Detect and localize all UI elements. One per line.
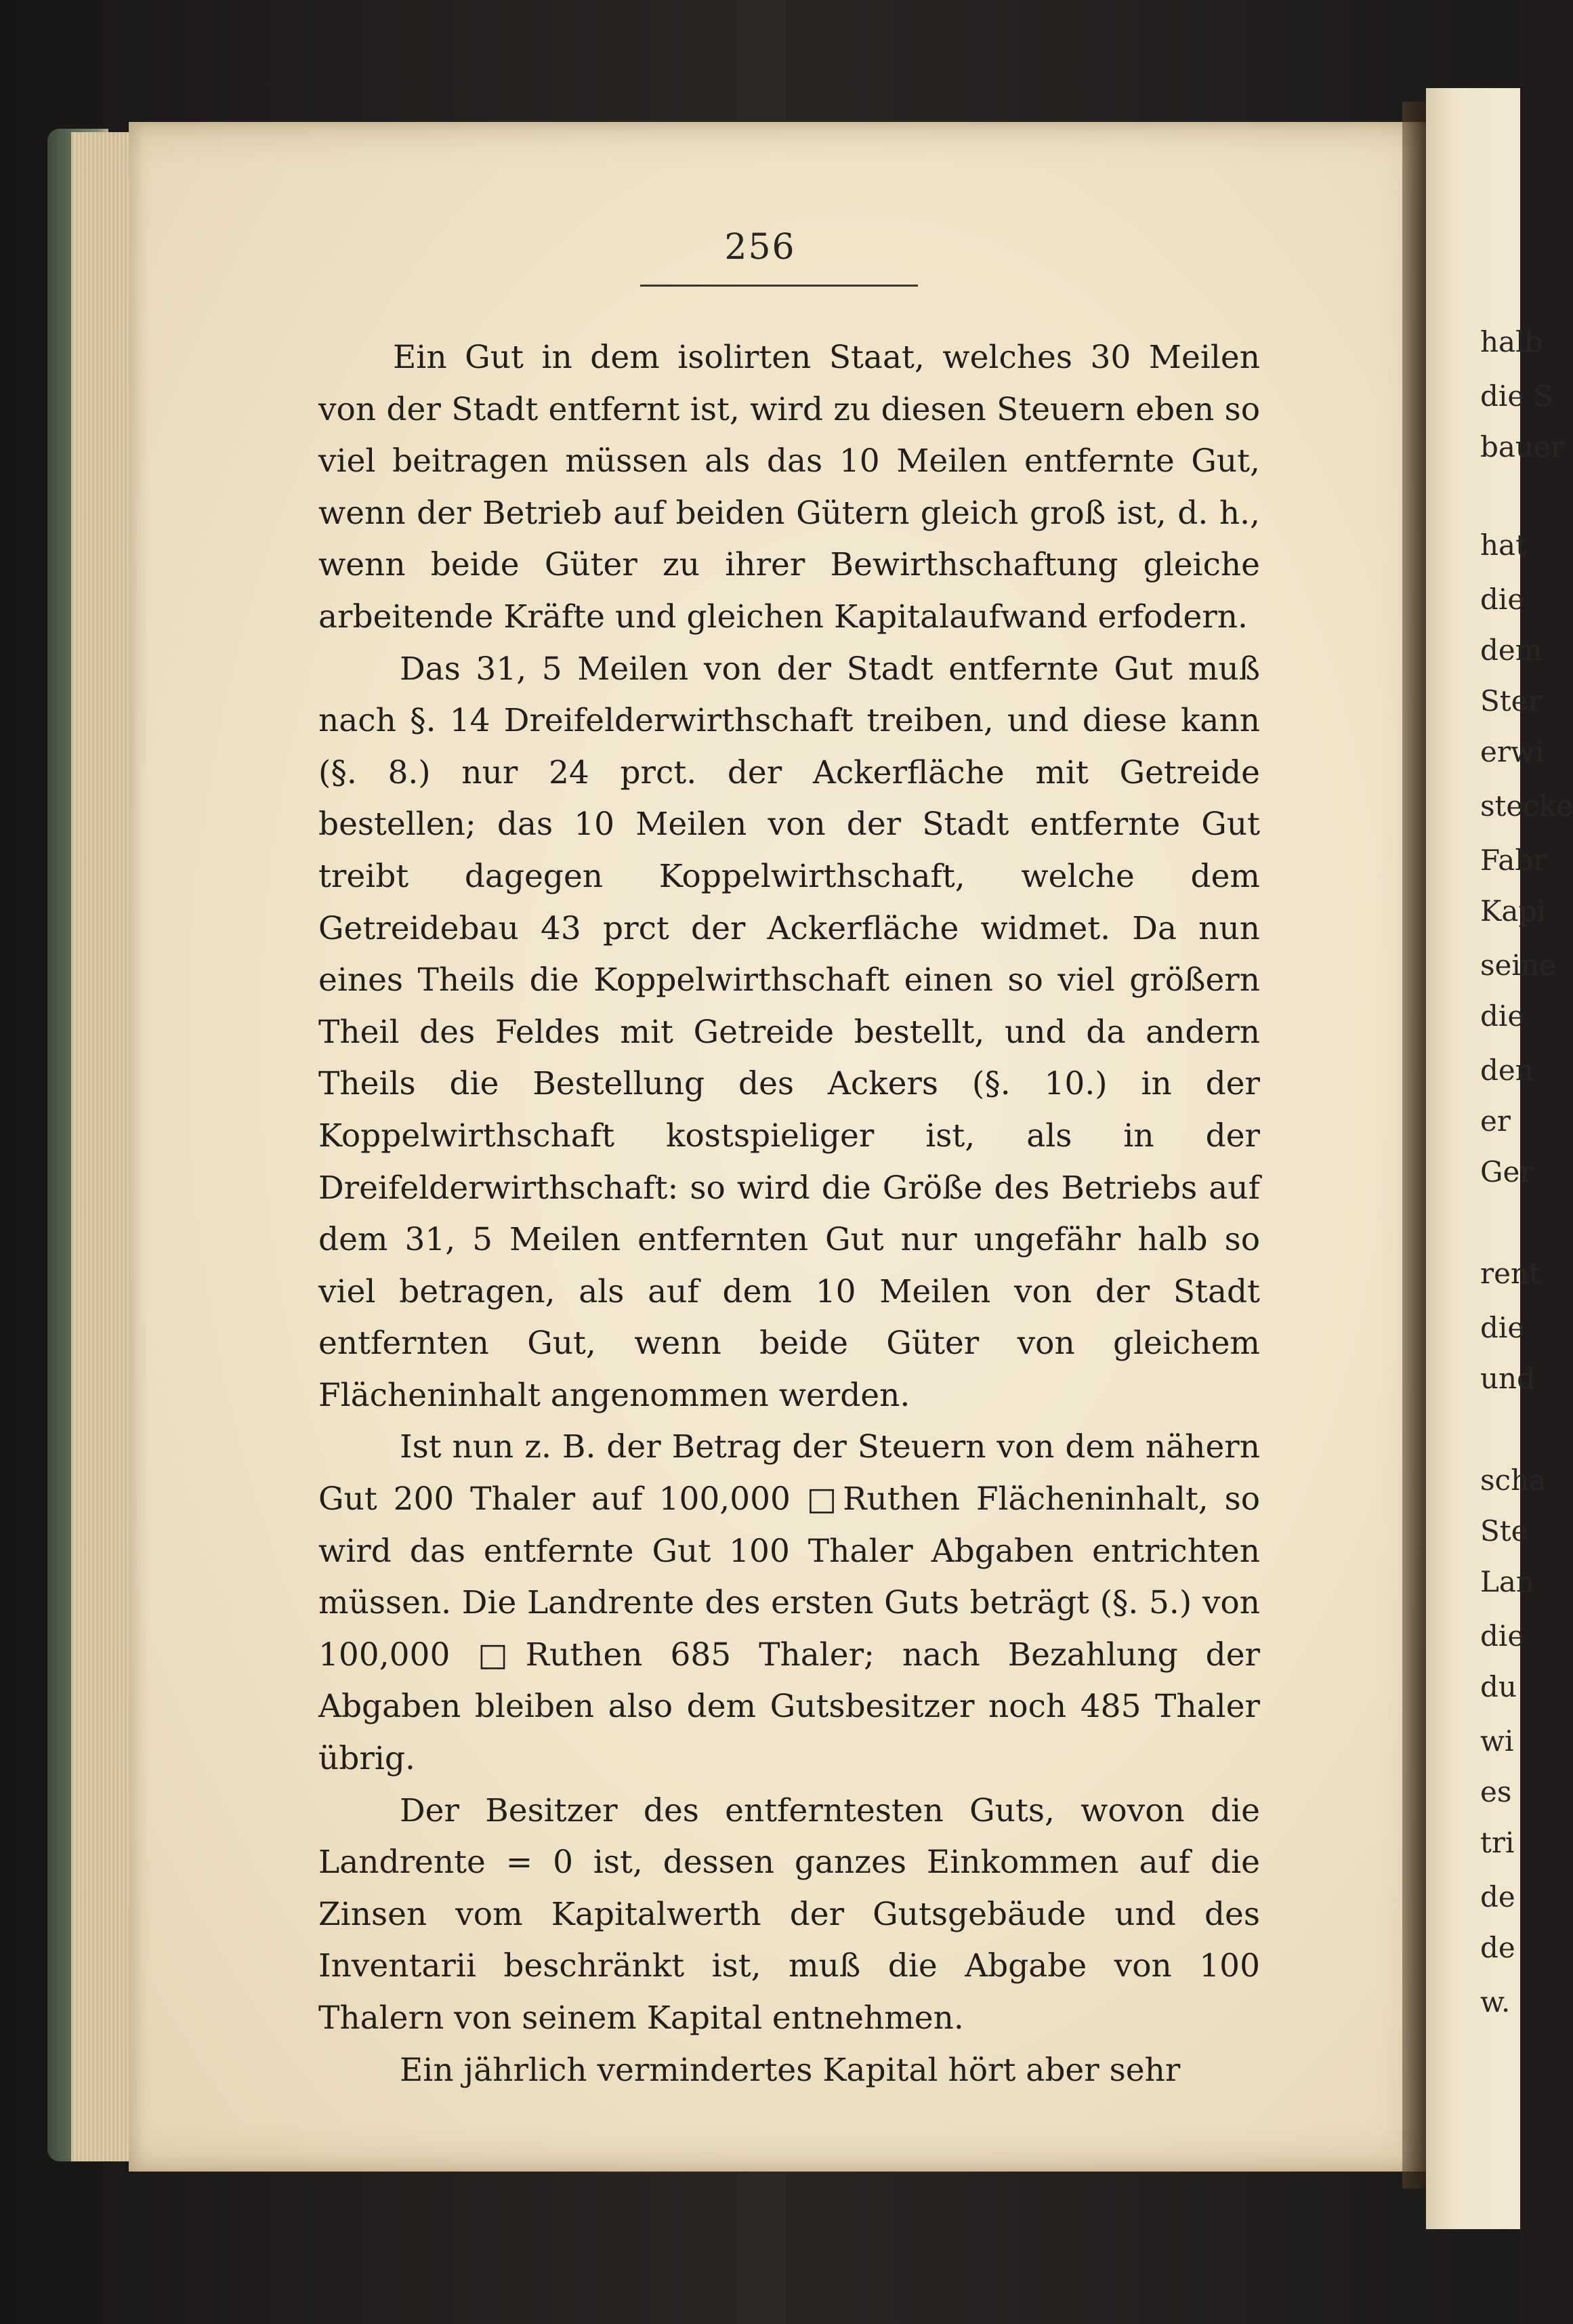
facing-page-fragment: stecke (1480, 789, 1573, 823)
facing-page-fragment: scha (1480, 1464, 1547, 1497)
facing-page-fragment: die S (1480, 379, 1553, 413)
facing-page-fragment: w. (1480, 1985, 1511, 2018)
facing-page-fragment: bauer (1480, 430, 1564, 463)
facing-page-fragment: die (1480, 999, 1525, 1033)
facing-page-fragment: die (1480, 1619, 1525, 1653)
header-rule (640, 285, 918, 287)
facing-page-fragment: Lan (1480, 1565, 1534, 1598)
facing-page-fragment: erwi (1480, 735, 1545, 768)
book-gutter (1402, 102, 1429, 2188)
facing-page-fragment: es (1480, 1775, 1512, 1808)
facing-page-fragment: du (1480, 1670, 1517, 1703)
facing-page-fragment: de (1480, 1880, 1515, 1913)
facing-page-fragment: die (1480, 1311, 1525, 1344)
facing-page-fragment: und (1480, 1362, 1535, 1395)
page-number: 256 (724, 227, 796, 268)
facing-page-fragment: Ste (1480, 1514, 1528, 1548)
paragraph-1: Ein Gut in dem isolirten Staat, welches 30 Meilen von der Stadt entfernt ist, wird zu diesen Steuern eben so viel beitragen müssen als das 10 Meilen entfernte Gut, wenn der Betrieb auf beiden Gütern gleich groß ist, d. h., wenn beide Güter zu ihrer Bewirthschaftung gleiche arbeitende Kräfte und gleichen Kapitalaufwand erfodern. (318, 339, 1260, 636)
paragraph-3: Ist nun z. B. der Betrag der Steuern von dem nähern Gut 200 Thaler auf 100,000 □Ruthen Flächeninhalt, so wird das entfernte Gut 100 Thaler Abgaben entrichten müssen. Die Landrente des ersten Guts beträgt (§. 5.) von 100,000 □Ruthen 685 Thaler; nach Bezahlung der Abgaben bleiben also dem Gutsbesitzer noch 485 Thaler übrig. (318, 1428, 1260, 1778)
facing-page-fragment: de (1480, 1931, 1515, 1964)
paragraph-2: Das 31, 5 Meilen von der Stadt entfernte Gut muß nach §. 14 Dreifelderwirthschaft treiben, und diese kann (§. 8.) nur 24 prct. der Ackerfläche mit Getreide bestellen; das 10 Meilen von der Stadt entfernte Gut treibt dagegen Koppelwirthschaft, welche dem Getreidebau 43 prct der Ackerfläche widmet. Da nun eines Theils die Koppelwirthschaft einen so viel größern Theil des Feldes mit Getreide bestellt, und da andern Theils die Bestellung des Ackers (§. 10.) in der Koppelwirthschaft kostspieliger ist, als in der Dreifelderwirthschaft: so wird die Größe des Betriebs auf dem 31, 5 Meilen entfernten Gut nur ungefähr halb so viel betragen, als auf dem 10 Meilen von der Stadt entfernten Gut, wenn beide Güter von gleichem Flächeninhalt angenommen werden. (318, 650, 1260, 1414)
facing-page-fragment: er (1480, 1104, 1511, 1138)
facing-page-fragment: die (1480, 583, 1525, 616)
facing-page-fragment: Kapi (1480, 894, 1546, 928)
facing-page-fragment: wi (1480, 1724, 1514, 1758)
facing-page-fragment: rent (1480, 1257, 1540, 1290)
facing-page-fragment: Ster (1480, 684, 1542, 718)
facing-page-fragment: halb (1480, 325, 1543, 358)
facing-page-fragment: seine (1480, 949, 1556, 982)
facing-page-fragment: dem (1480, 634, 1543, 667)
facing-page-fragment: tri (1480, 1826, 1515, 1859)
facing-page-fragment: Fabr (1480, 844, 1547, 877)
facing-page-fragment: den (1480, 1054, 1534, 1087)
facing-page-fragment: hat (1480, 528, 1527, 562)
facing-page-fragment: Ger (1480, 1155, 1534, 1188)
paragraph-4: Der Besitzer des entferntesten Guts, wovon die Landrente = 0 ist, dessen ganzes Einkommen auf die Zinsen vom Kapitalwerth der Gutsgebäude und des Inventarii beschränkt ist, muß die Abgabe von 100 Thalern von seinem Kapital entnehmen. (318, 1791, 1260, 2037)
paragraph-5: Ein jährlich vermindertes Kapital hört aber sehr (400, 2051, 1181, 2089)
body-text (318, 332, 1260, 2096)
